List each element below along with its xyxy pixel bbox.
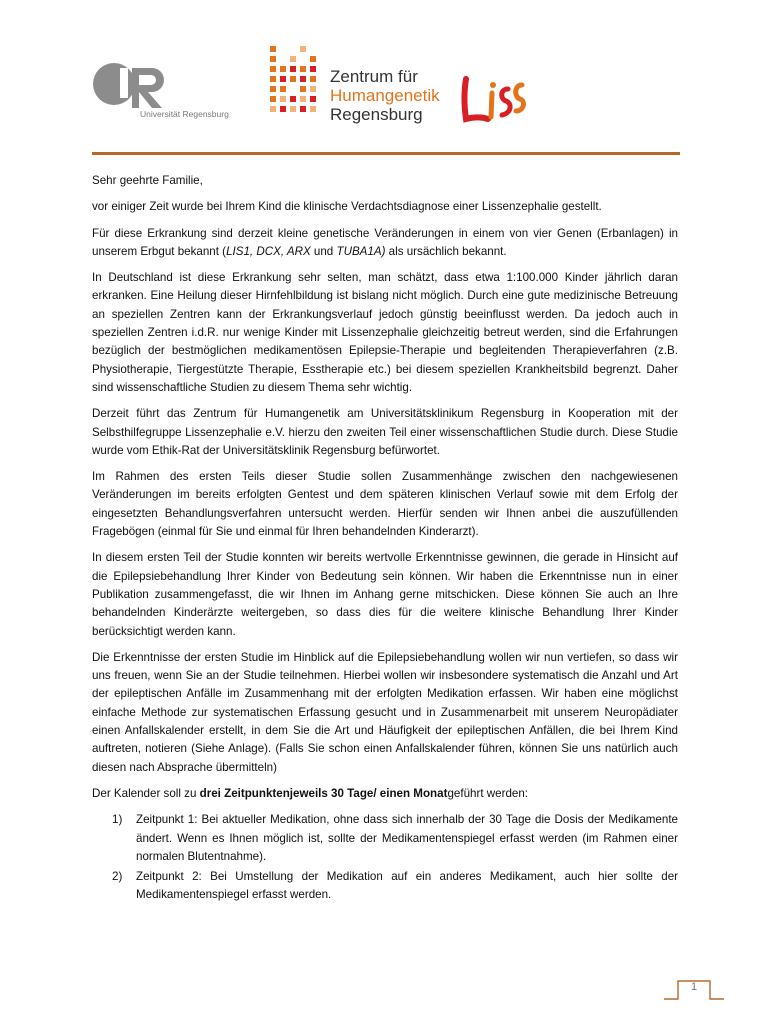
zentrum-humangenetik-logo <box>266 42 516 132</box>
paragraph-1: vor einiger Zeit wurde bei Ihrem Kind die klinische Verdachtsdiagnose einer Lissenzephalie gestellt. <box>92 200 602 214</box>
timepoint-list <box>92 811 678 904</box>
page-number-box <box>664 979 724 1001</box>
dot-grid-logo-icon <box>266 42 326 122</box>
list-item: 1) Zeitpunkt 1: Bei aktueller Medikation, ohne dass sich innerhalb der 30 Tage die Dosis der Medikamente ändert. Wenn es Ihnen möglich ist, sollte der Medikamentenspiegel erfasst werden (im Rahmen einer normalen Blutentnahme). <box>112 813 678 863</box>
zentrum-line-3: Regensburg <box>330 105 423 124</box>
paragraph-7: Die Erkenntnisse der ersten Studie im Hinblick auf die Epilepsiebehandlung wollen wir nun vertiefen, so dass wir uns freuen, wenn Sie an der Studie teilnehmen. Hierbei wollen wir insbesondere systematisch die Anzahl und Art der epileptischen Anfälle im Zusammenhang mit der erfolgten Medikation erfassen. Wir haben eine möglichst einfache Methode zur systematischen Erfassung gesucht und in Zusammenarbeit mit unserem Neuropädiater einen Anfallskalender erstellt, in dem Sie die Art und Häufigkeit der epileptischen Anfällen, die bei Ihrem Kind auftreten, notieren (Siehe Anlage). (Falls Sie schon einen Anfallskalender führen, können Sie uns natürlich auch diesen nach Absprache übermitteln) <box>92 650 678 774</box>
zentrum-line-1: Zentrum für <box>330 67 418 86</box>
universitaet-regensburg-logo <box>92 62 242 124</box>
page-number: 1 <box>690 981 698 993</box>
letter-body <box>92 172 678 907</box>
list-item: 2) Zeitpunkt 2: Bei Umstellung der Medikation auf ein anderes Medikament, auch hier sollte der Medikamentenspiegel erfasst werden. <box>112 870 678 902</box>
paragraph-8: Der Kalender soll zu drei Zeitpunktenjeweils 30 Tage/ einen Monatgeführt werden: <box>92 786 529 800</box>
header-divider <box>92 152 680 155</box>
zentrum-line-2: Humangenetik <box>330 86 440 105</box>
paragraph-3: In Deutschland ist diese Erkrankung sehr selten, man schätzt, dass etwa 1:100.000 Kinder jährlich daran erkranken. Eine Heilung dieser Hirnfehlbildung ist bislang nicht möglich. Durch eine gute medizinische Betreuung an speziellen Zentren kann der Erkrankungsverlauf jedoch günstig beeinflusst werden. Da jedoch auch in speziellen Zentren i.d.R. nur wenige Kinder mit Lissenzephalie gleichzeitig betreut werden, sind die Erfahrungen bezüglich der bestmöglichen medikamentösen Epilepsie-Therapie und begleitenden Therapieverfahren (z.B. Physiotherapie, Tiergestützte Therapie, Esstherapie etc.) bei diesem speziellen Krankheitsbild begrenzt. Daher sind wissenschaftliche Studien zu diesem Thema sehr wichtig. <box>92 271 678 394</box>
paragraph-4: Derzeit führt das Zentrum für Humangenetik am Universitätsklinikum Regensburg in Kooperation mit der Selbsthilfegruppe Lissenzephalie e.V. hierzu den zweiten Teil einer wissenschaftlichen Studie durch. Diese Studie wurde vom Ethik-Rat der Universitätsklinik Regensburg befürwortet. <box>92 407 678 457</box>
liss-logo <box>460 75 526 125</box>
salutation: Sehr geehrte Familie, <box>92 174 203 187</box>
ur-logo-mark <box>92 62 182 110</box>
paragraph-6: In diesem ersten Teil der Studie konnten wir bereits wertvolle Erkenntnisse gewinnen, die gerade in Hinsicht auf die Epilepsiebehandlung Ihrer Kinder von Bedeutung sein können. Wir haben die Erkenntnisse nun in einer Publikation zusammengefasst, die wir Ihnen im Anhang gerne mitschicken. Diese können Sie auch an Ihre behandelnden Kinderärzte weitergeben, so dass dies für die weitere klinische Behandlung Ihrer Kinder berücksichtigt werden kann. <box>92 551 678 638</box>
ur-caption: Universität Regensburg <box>140 109 229 119</box>
paragraph-5: Im Rahmen des ersten Teils dieser Studie sollen Zusammenhänge zwischen den nachgewiesenen Veränderungen im bereits erfolgten Gentest und dem späteren klinischen Verlauf sowie mit dem Erfolg der eingesetzten Behandlungsverfahren untersucht werden. Hierfür senden wir Ihnen anbei die auszufüllenden Fragebögen (einmal für Sie und einmal für Ihren behandelnden Kinderarzt). <box>92 470 678 539</box>
paragraph-2: Für diese Erkrankung sind derzeit kleine genetische Veränderungen in einem von vier Genen (Erbanlagen) in unserem Erbgut bekannt (LIS1, DCX, ARX und TUBA1A) als ursächlich bekannt. <box>92 226 678 258</box>
